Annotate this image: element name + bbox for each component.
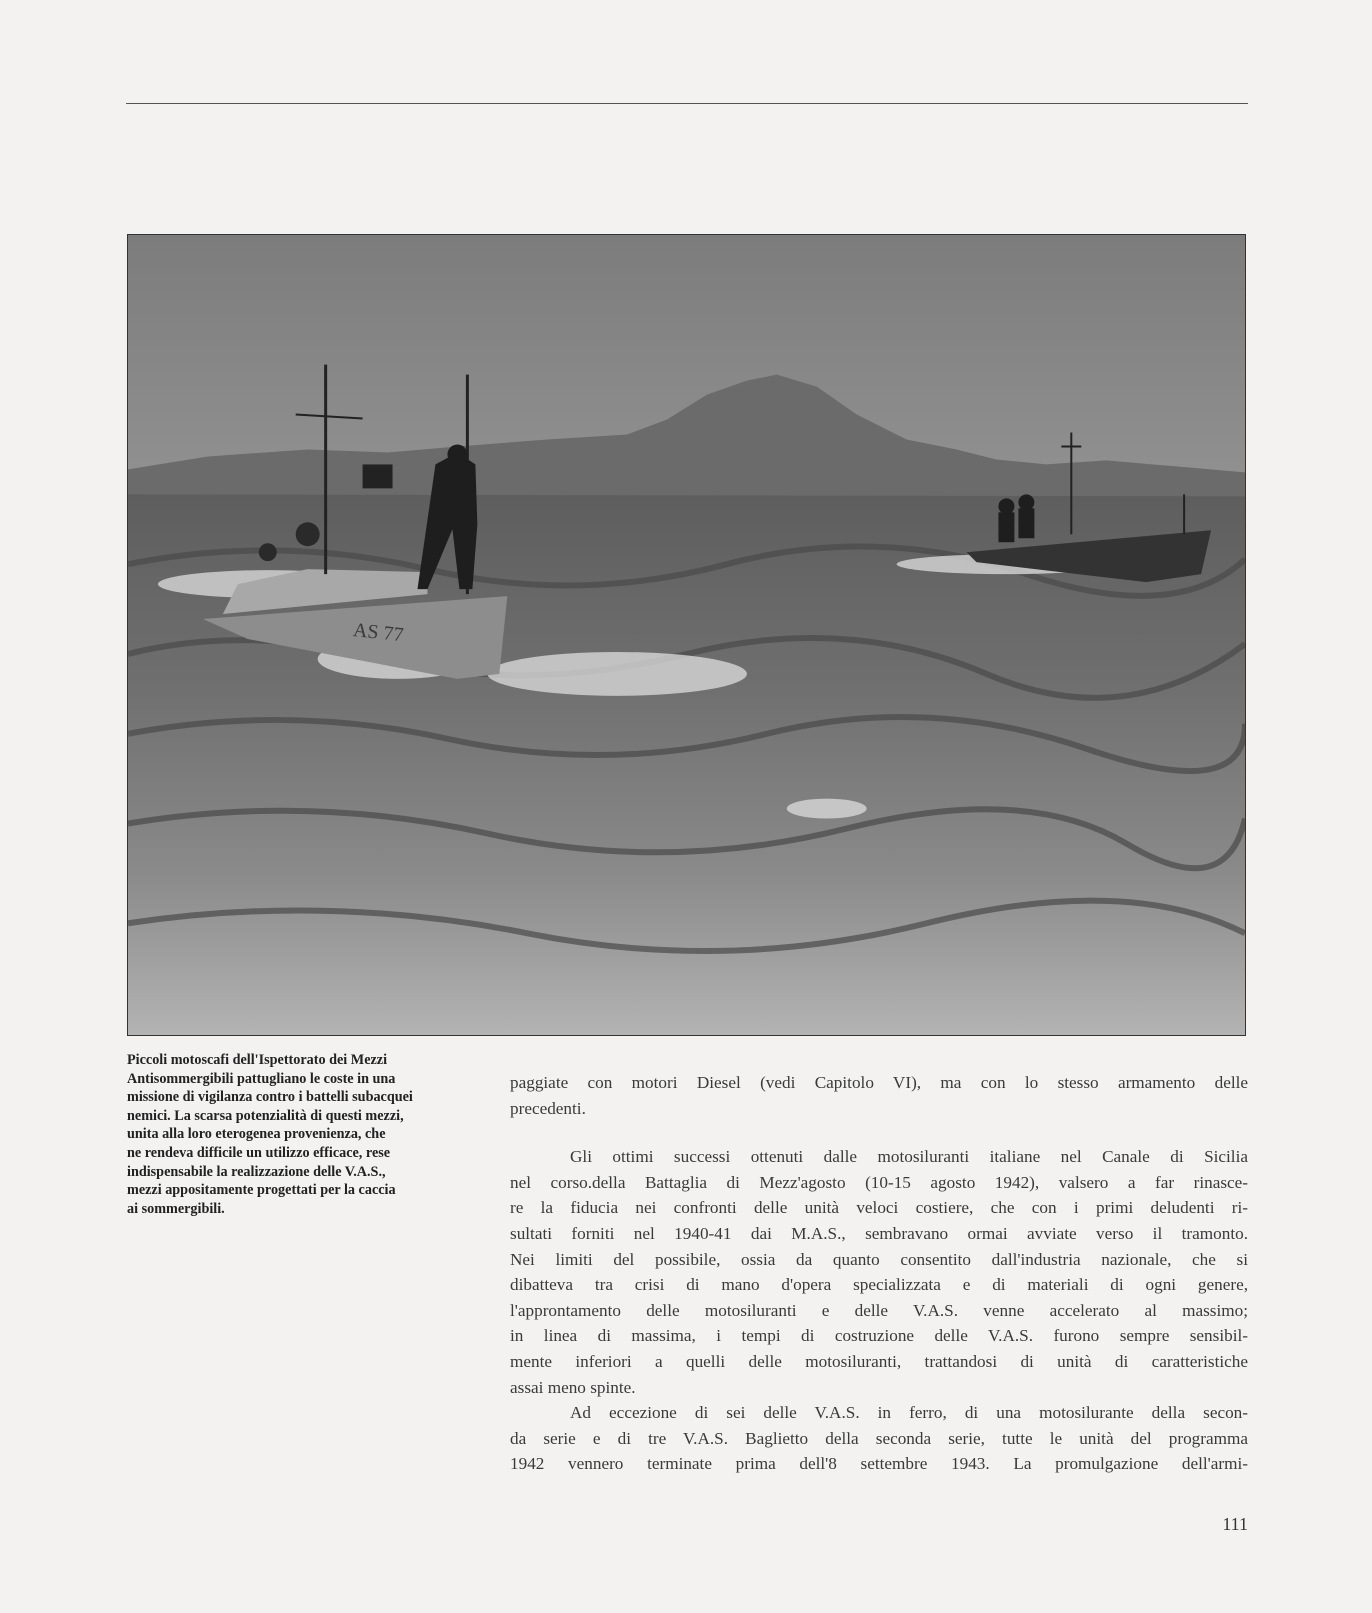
text-line: assai meno spinte. <box>510 1377 636 1397</box>
text-line: nel corso.della Battaglia di Mezz'agosto (10-15 agosto 1942), valsero a far rinasce- <box>510 1172 1248 1192</box>
caption-line: mezzi appositamente progettati per la caccia <box>127 1182 396 1199</box>
hull-marking: AS 77 <box>352 619 405 647</box>
paragraph-3 <box>510 1400 1248 1477</box>
text-line: Gli ottimi successi ottenuti dalle motosiluranti italiane nel Canale di Sicilia <box>570 1147 1248 1167</box>
text-line: da serie e di tre V.A.S. Baglietto della seconda serie, tutte le unità del programma <box>510 1428 1248 1448</box>
body-text <box>510 1070 1248 1477</box>
caption-line: Piccoli motoscafi dell'Ispettorato dei Mezzi <box>127 1052 388 1068</box>
text-line: mente inferiori a quelli delle motosiluranti, trattandosi di unità di caratteristiche <box>510 1351 1248 1371</box>
text-line: precedenti. <box>510 1098 586 1118</box>
paragraph-2 <box>510 1144 1248 1400</box>
text-line: 1942 vennero terminate prima dell'8 settembre 1943. La promulgazione dell'armi- <box>510 1454 1248 1474</box>
photograph <box>127 234 1246 1036</box>
photo-motorboats-patrol <box>128 235 1245 1035</box>
caption-line: indispensabile la realizzazione delle V.A.S., <box>127 1163 386 1180</box>
caption-line: ne rendeva difficile un utilizzo efficace, rese <box>127 1144 391 1161</box>
caption-line: unita alla loro eterogenea provenienza, che <box>127 1126 386 1143</box>
page-number: 111 <box>1222 1514 1248 1534</box>
text-line: sultati forniti nel 1940-41 dai M.A.S., sembravano ormai avviate verso il tramonto. <box>510 1223 1248 1243</box>
caption-line: ai sommergibili. <box>127 1200 225 1217</box>
text-line: dibatteva tra crisi di mano d'opera specializzata e di materiali di ogni genere, <box>510 1275 1248 1295</box>
caption-line: nemici. La scarsa potenzialità di questi mezzi, <box>127 1107 404 1124</box>
photo-caption <box>127 1051 487 1218</box>
paragraph-1 <box>510 1070 1248 1121</box>
caption-line: Antisommergibili pattugliano le coste in una <box>127 1070 396 1087</box>
header-rule <box>126 103 1248 104</box>
caption-line: missione di vigilanza contro i battelli subacquei <box>127 1089 413 1106</box>
text-line: l'approntamento delle motosiluranti e delle V.A.S. venne accelerato al massimo; <box>510 1300 1248 1320</box>
text-line: in linea di massima, i tempi di costruzione delle V.A.S. furono sempre sensibil- <box>510 1326 1248 1346</box>
text-line: re la fiducia nei confronti delle unità veloci costiere, che con i primi deludenti ri- <box>510 1198 1248 1218</box>
text-line: paggiate con motori Diesel (vedi Capitolo VI), ma con lo stesso armamento delle <box>510 1073 1248 1092</box>
text-line: Nei limiti del possibile, ossia da quanto consentito dall'industria nazionale, che si <box>510 1249 1248 1269</box>
text-line: Ad eccezione di sei delle V.A.S. in ferro, di una motosilurante della secon- <box>570 1403 1248 1423</box>
